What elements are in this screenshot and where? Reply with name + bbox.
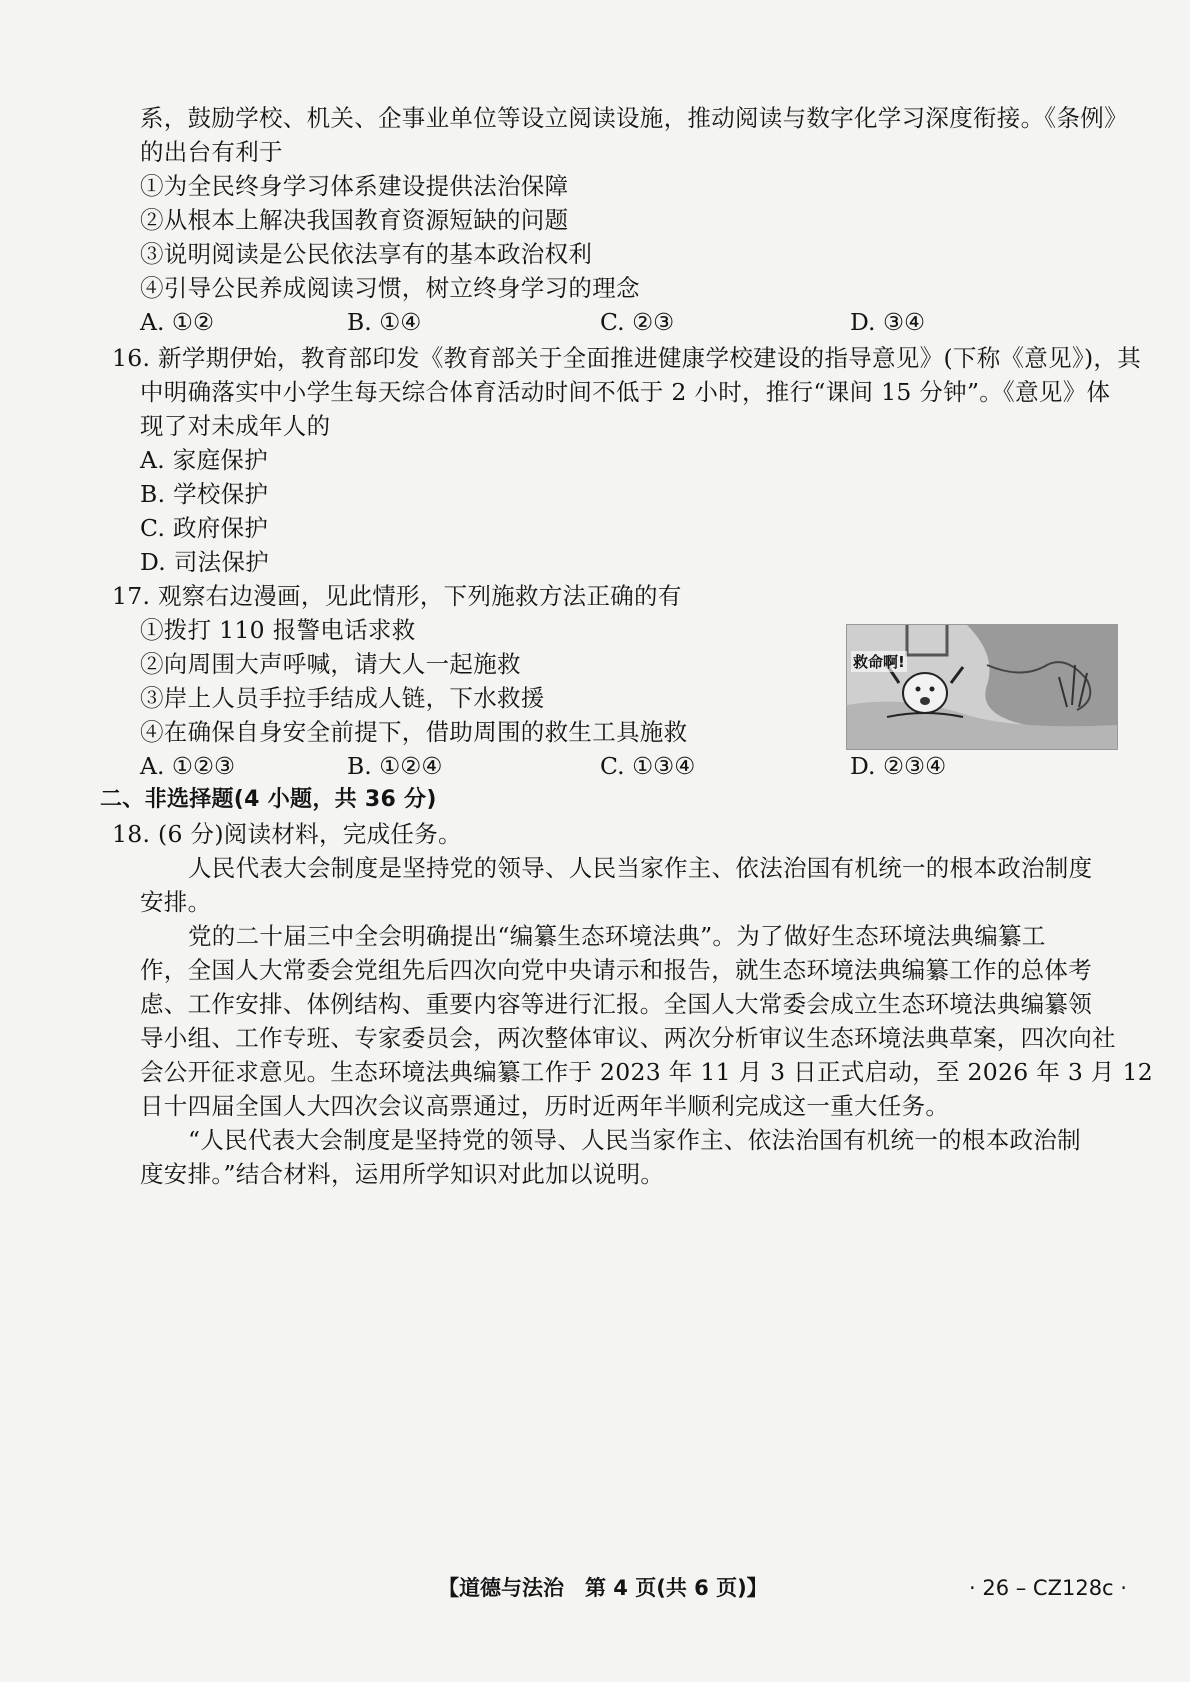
q15-item-4: ④引导公民养成阅读习惯，树立终身学习的理念	[140, 274, 640, 302]
cartoon-drawing	[847, 625, 1117, 749]
footer-exam-code: · 26 – CZ128c ·	[969, 1576, 1127, 1600]
page-footer	[0, 1570, 1190, 1606]
q18-p2-line-5: 会公开征求意见。生态环境法典编纂工作于 2023 年 11 月 3 日正式启动，至 2026 年 3 月 12	[140, 1058, 1153, 1086]
q16-option-c: C. 政府保护	[140, 514, 269, 542]
q17-option-d: D. ②③④	[850, 752, 947, 780]
q18-p2-line-3: 虑、工作安排、体例结构、重要内容等进行汇报。全国人大常委会成立生态环境法典编纂领	[140, 990, 1092, 1018]
q15-line-1: 系，鼓励学校、机关、企事业单位等设立阅读设施，推动阅读与数字化学习深度衔接。《条例》	[140, 104, 1128, 132]
q17-item-1: ①拨打 110 报警电话求救	[140, 616, 416, 644]
q18-p2-line-2: 作，全国人大常委会党组先后四次向党中央请示和报告，就生态环境法典编纂工作的总体考	[140, 956, 1092, 984]
q18-stem: 18. (6 分)阅读材料，完成任务。	[112, 820, 462, 848]
section-title: 二、非选择题(4 小题，共 36 分)	[100, 787, 437, 812]
q15-option-c: C. ②③	[600, 308, 675, 336]
q15-item-2: ②从根本上解决我国教育资源短缺的问题	[140, 206, 569, 234]
q18-p3-line-2: 度安排。”结合材料，运用所学知识对此加以说明。	[140, 1160, 665, 1188]
q18-p2-line-4: 导小组、工作专班、专家委员会，两次整体审议、两次分析审议生态环境法典草案，四次向社	[140, 1024, 1116, 1052]
q15-option-a: A. ①②	[140, 308, 215, 336]
q16-option-b: B. 学校保护	[140, 480, 269, 508]
q15-item-1: ①为全民终身学习体系建设提供法治保障	[140, 172, 569, 200]
q18-p2-line-1: 党的二十届三中全会明确提出“编纂生态环境法典”。为了做好生态环境法典编纂工	[188, 922, 1046, 950]
q17-option-a: A. ①②③	[140, 752, 236, 780]
q17-item-3: ③岸上人员手拉手结成人链，下水救援	[140, 684, 545, 712]
q15-line-2: 的出台有利于	[140, 138, 283, 166]
footer-page-info: 【道德与法治 第 4 页(共 6 页)】	[438, 1576, 768, 1600]
q16-option-a: A. 家庭保护	[140, 446, 269, 474]
q16-line-1: 16. 新学期伊始，教育部印发《教育部关于全面推进健康学校建设的指导意见》(下称《意见》)，其	[112, 344, 1142, 372]
q16-line-2: 中明确落实中小学生每天综合体育活动时间不低于 2 小时，推行“课间 15 分钟”。《意见》体	[140, 378, 1111, 406]
q16-option-d: D. 司法保护	[140, 548, 270, 576]
q15-option-d: D. ③④	[850, 308, 926, 336]
q17-option-c: C. ①③④	[600, 752, 696, 780]
q15-option-b: B. ①④	[347, 308, 422, 336]
q15-options	[140, 304, 1120, 340]
q18-p2-line-6: 日十四届全国人大四次会议高票通过，历时近两年半顺利完成这一重大任务。	[140, 1092, 950, 1120]
q18-p3-line-1: “人民代表大会制度是坚持党的领导、人民当家作主、依法治国有机统一的根本政治制	[188, 1126, 1081, 1154]
q17-item-4: ④在确保自身安全前提下，借助周围的救生工具施救	[140, 718, 688, 746]
drowning-cartoon-image	[846, 624, 1118, 750]
cartoon-speech-text: 救命啊!	[853, 653, 905, 671]
q17-stem: 17. 观察右边漫画，见此情形，下列施救方法正确的有	[112, 582, 682, 610]
q17-item-2: ②向周围大声呼喊，请大人一起施救	[140, 650, 521, 678]
q18-p1-line-2: 安排。	[140, 888, 212, 916]
q18-p1-line-1: 人民代表大会制度是坚持党的领导、人民当家作主、依法治国有机统一的根本政治制度	[188, 854, 1093, 882]
q15-item-3: ③说明阅读是公民依法享有的基本政治权利	[140, 240, 593, 268]
q17-options	[140, 748, 1120, 784]
q16-line-3: 现了对未成年人的	[140, 412, 331, 440]
q17-option-b: B. ①②④	[347, 752, 443, 780]
